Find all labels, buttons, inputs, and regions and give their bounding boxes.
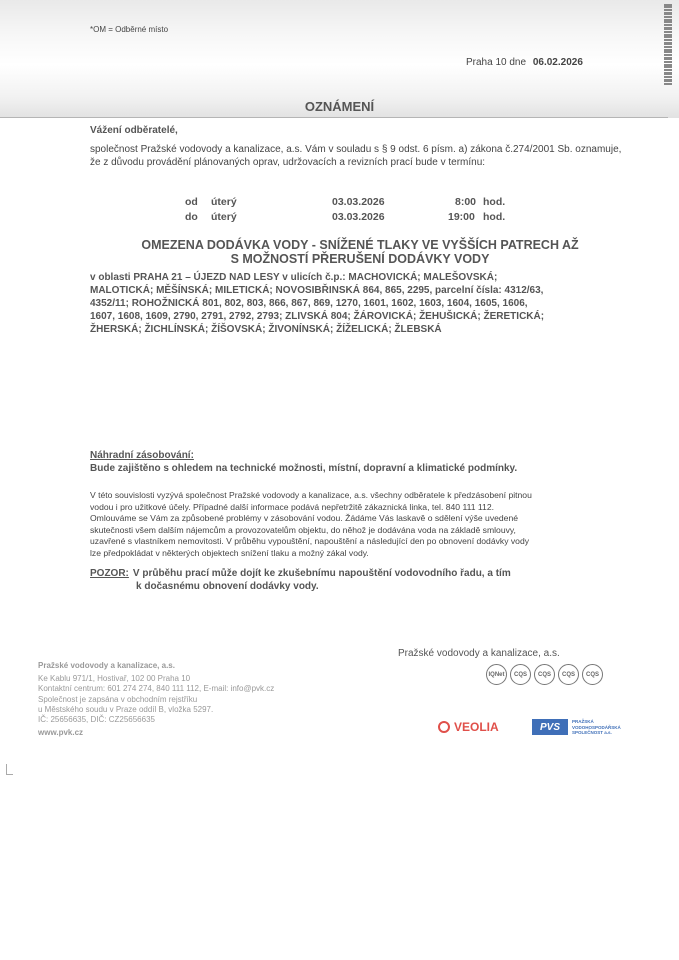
footer-ids: IČ: 25656635, DIČ: CZ25656635 [38, 715, 155, 725]
area-line: 1607, 1608, 1609, 2790, 2791, 2792, 2793; ZLIVSKÁ 804; ŽÁROVICKÁ; ŽEHUŠICKÁ; ŽERETICKÁ; [90, 311, 545, 322]
replacement-text: Bude zajištěno s ohledem na technické možnosti, místní, dopravní a klimatické podmínky. [90, 463, 518, 474]
headline [80, 238, 640, 266]
area-line: v oblasti PRAHA 21 – ÚJEZD NAD LESY v ulicích č.p.: MACHOVICKÁ; MALEŠOVSKÁ; [90, 272, 498, 283]
warning-note [90, 567, 511, 593]
warning-label: POZOR: [90, 568, 129, 579]
veolia-wordmark: VEOLIA [454, 720, 499, 734]
veolia-icon [438, 721, 450, 733]
greeting: Vážení odběratelé, [90, 125, 178, 136]
para-line: skutečnosti všem dalším nájemcům a provozovatelům objektu, do něhož je dodávána voda na základě smlouvy, [90, 524, 516, 535]
para-line: lze předpokládat v některých objektech snížení tlaku a možný zákal vody. [90, 547, 369, 558]
header-divider [0, 117, 668, 118]
para-line: uzavřené s vlastníkem nemovitosti. V průběhu vypouštění, napouštění a následující den po obnovení dodávky vody [90, 536, 530, 547]
schedule-unit: hod. [483, 196, 506, 208]
area-line: 4352/11; ROHOŽNICKÁ 801, 802, 803, 866, 867, 869, 1270, 1601, 1602, 1603, 1604, 1605, 1606, [90, 298, 528, 309]
pvs-logo-text [572, 719, 621, 736]
footer-contact-prefix: Kontaktní centrum: 601 274 274, 840 111 112, E-mail: [38, 684, 231, 694]
schedule-prep: od [185, 196, 198, 208]
affected-area [90, 271, 635, 336]
warning-line: k dočasnému obnovení dodávky vody. [136, 581, 319, 592]
footer-web[interactable]: www.pvk.cz [38, 728, 84, 738]
schedule-time: 8:00 [455, 196, 477, 208]
cert-badge-icon: CQS [510, 664, 531, 685]
company-footer [38, 661, 274, 738]
replacement-heading: Náhradní zásobování: [90, 450, 194, 461]
cert-badge-icon: CQS [534, 664, 555, 685]
info-paragraph [90, 490, 630, 560]
schedule-day: úterý [211, 211, 237, 223]
cert-badge-icon: CQS [582, 664, 603, 685]
schedule-date: 03.03.2026 [332, 211, 385, 223]
footer-company: Pražské vodovody a kanalizace, a.s. [38, 661, 175, 670]
cert-badge-icon: IQNet [486, 664, 507, 685]
pvs-logo-icon: PVS [532, 719, 568, 735]
barcode-icon [664, 4, 672, 100]
para-line: V této souvislosti vyzývá společnost Pražské vodovody a kanalizace, a.s. všechny odběratele k předzásobení pitnou [90, 490, 532, 500]
schedule-prep: do [185, 211, 198, 223]
headline-line: OMEZENA DODÁVKA VODY - SNÍŽENÉ TLAKY VE VYŠŠÍCH PATRECH AŽ [141, 238, 579, 252]
place-date [466, 57, 583, 68]
schedule-time: 19:00 [448, 211, 475, 223]
signature: Pražské vodovody a kanalizace, a.s. [398, 648, 560, 659]
para-line: vodou i pro užitkové účely. Případné další informace podává nepřetržitě zákaznická linka, tel. 840 111 112. [90, 501, 494, 512]
om-note: *OM = Odběrné místo [90, 25, 169, 34]
veolia-logo [438, 720, 499, 734]
area-line: MALOTICKÁ; MĚŠÍNSKÁ; MILETICKÁ; NOVOSIBŘINSKÁ 864, 865, 2295, parcelní čísla: 4312/63, [90, 285, 544, 296]
page-title: OZNÁMENÍ [304, 99, 375, 114]
footer-registry: u Městského soudu v Praze oddíl B, vložka 5297. [38, 704, 214, 714]
warning-line: V průběhu prací může dojít ke zkušebnímu napouštění vodovodního řadu, a tím [132, 568, 511, 579]
schedule-day: úterý [211, 196, 237, 208]
cert-badge-icon: CQS [558, 664, 579, 685]
para-line: Omlouváme se Vám za způsobené problémy v zásobování vodou. Žádáme Vás laskavě o sdělení výše uvedené [90, 513, 519, 524]
pvs-text-line: SPOLEČNOST a.s. [572, 730, 612, 735]
pvs-logo [532, 719, 621, 736]
schedule-unit: hod. [483, 211, 506, 223]
headline-line: S MOŽNOSTÍ PŘERUŠENÍ DODÁVKY VODY [230, 252, 490, 266]
place-date-prefix: Praha 10 dne [466, 57, 527, 68]
footer-registry: Společnost je zapsána v obchodním rejstříku [38, 694, 198, 704]
footer-email[interactable]: info@pvk.cz [230, 684, 275, 694]
footer-address: Ke Kablu 971/1, Hostivař, 102 00 Praha 10 [38, 674, 191, 684]
area-line: ŽHERSKÁ; ŽICHLÍNSKÁ; ŽÍŠOVSKÁ; ŽIVONÍNSKÁ; ŽÍŽELICKÁ; ŽLEBSKÁ [90, 324, 442, 335]
scan-corner-mark [6, 764, 13, 775]
footer-contact [38, 684, 274, 694]
pvs-text-line: VODOHOSPODÁŘSKÁ [572, 724, 621, 730]
certification-badges [486, 664, 603, 685]
intro-paragraph: společnost Pražské vodovody a kanalizace, a.s. Vám v souladu s § 9 odst. 6 písm. a) zákona č.274/2001 Sb. oznamuje, že z důvodu provádění plánovaných oprav, udržovacích a revizních prací bude v termínu: [90, 144, 622, 168]
pvs-text-line: PRAŽSKÁ [572, 719, 594, 724]
letter-date: 06.02.2026 [532, 57, 583, 68]
schedule-date: 03.03.2026 [332, 196, 385, 208]
